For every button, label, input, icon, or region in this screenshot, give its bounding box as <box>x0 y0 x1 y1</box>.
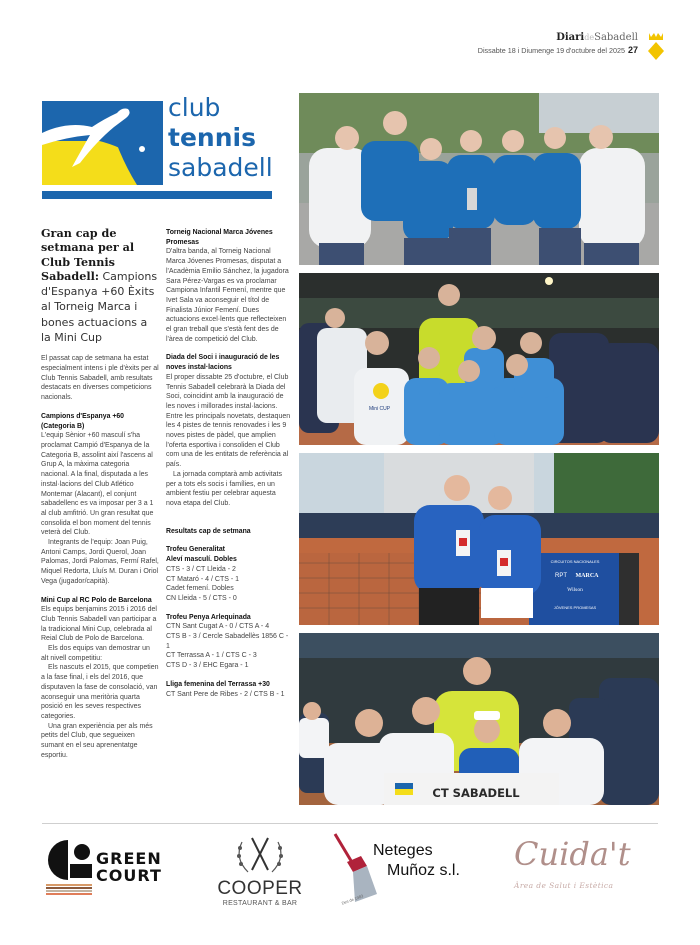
cooper-name: COOPER <box>217 878 303 899</box>
section-title: Mini Cup al RC Polo de Barcelona <box>41 596 152 604</box>
issue-date-line <box>478 45 638 55</box>
neteges-since: Des de 1983 <box>340 893 364 906</box>
result-line: CTN Sant Cugat A - 0 / CTS A - 4 <box>166 623 270 631</box>
banner-text: CIRCUITOS NACIONALES <box>550 559 600 564</box>
section-paragraph: Els nascuts el 2015, que competien a la fase final, i els del 2016, que disputaven la fase de consolació, van aconseguir una meritòria quarta posició en les seves respectives categories. <box>41 664 159 720</box>
city-crest-icon <box>646 31 666 61</box>
banner-text: Wilson <box>567 587 583 593</box>
tennis-player-logo-icon <box>42 101 163 185</box>
brand-rest: Sabadell <box>594 32 638 43</box>
sponsor-neteges-munoz <box>333 832 493 917</box>
section-paragraph: Integrants de l'equip: Joan Puig, Antoni Camps, Jordi Querol, Joan Palomas, Jordi Palomas, Fermí Rafel, Miquel Redorta, Lluís M. Duran i Oriol Vega (jugador/capità). <box>41 539 159 585</box>
section-paragraph: D'altra banda, al Torneig Nacional Marca Jóvenes Promesas, disputat a l'Acadèmia Emilio Sánchez, la jugadora Sara Pérez-Vargas es va proclamar Campiona Infantil Femení, mentre que Ivet Sala va aconseguir el títol de Finalista Júnior Femení. Dues actuacions excel·lents que reflecteixen el gran treball que s'està fent des de l'àrea de competició del Club. <box>166 248 289 343</box>
club-name-line1: club <box>168 93 221 122</box>
cuida-name: Cuida't <box>514 835 631 873</box>
brand-bold: Diari <box>556 32 585 43</box>
results-title: Resultats cap de setmana <box>166 527 251 535</box>
newspaper-brand <box>478 32 638 43</box>
footer-divider <box>42 823 658 824</box>
headline-light: Campions d'Espanya +60 Èxits al Torneig Marca i bones actuacions a la Mini Cup <box>41 269 158 345</box>
fork-knife-laurel-icon <box>210 830 310 880</box>
cooper-tagline: RESTAURANT & BAR <box>222 900 298 907</box>
sponsor-cooper <box>210 830 310 915</box>
banner-text: JÓVENES PROMESAS <box>553 605 597 610</box>
result-line: CT Mataró - 4 / CTS - 1 <box>166 575 239 583</box>
mini-cup-shirt-text: Mini CUP <box>369 406 391 412</box>
section-paragraph: La jornada comptarà amb activitats per a tots els socis i famílies, en un ambient festiu per celebrar aquesta nova etapa del Club. <box>166 470 282 507</box>
sponsor-cuida-t <box>510 835 660 905</box>
section-title: Campions d'Espanya +60 (Categoria B) <box>41 412 125 430</box>
results-group-subtitle: Aleví masculí. Dobles <box>166 556 237 564</box>
photo-jovenes-promesas <box>299 453 659 625</box>
result-line: CN Lleida - 5 / CTS - 0 <box>166 594 237 602</box>
green-court-line1: GREEN <box>96 849 162 868</box>
page-number: 27 <box>627 45 638 55</box>
result-line: Cadet femení. Dobles <box>166 585 234 593</box>
photo-mini-cup <box>299 273 659 445</box>
article-column-2 <box>166 228 292 699</box>
results-group-title: Lliga femenina del Terrassa +30 <box>166 680 270 688</box>
section-paragraph: El proper dissabte 25 d'octubre, el Club Tennis Sabadell celebrarà la Diada del Soci, coincidint amb la inauguració de les noves i millorades instal·lacions. Entre les principals novetats, destaquen les 4 pistes de tennis renovades i les 9 noves pistes de pàdel, que amplien l'oferta esportiva i consoliden el Club com una de les entitats de referència al país. <box>166 373 291 469</box>
result-line: CT Terrassa A - 1 / CTS C - 3 <box>166 652 257 660</box>
banner-text: MARCA <box>575 573 599 579</box>
club-name-line2: tennis <box>168 123 256 152</box>
photo-veterans-team <box>299 93 659 265</box>
brand-de: de <box>584 33 595 42</box>
headline-bold: Gran cap de setmana per al Club Tennis Sabadell: <box>41 226 135 283</box>
green-court-line2: COURT <box>96 866 162 885</box>
section-paragraph: Els dos equips van demostrar un alt nivell competitiu: <box>41 645 150 662</box>
logo-underline <box>42 191 272 199</box>
ct-sabadell-sign: CT SABADELL <box>432 786 520 800</box>
result-line: CT Sant Pere de Ribes - 2 / CTS B - 1 <box>166 690 285 698</box>
sponsor-green-court <box>46 838 162 898</box>
club-tennis-sabadell-logo <box>42 93 273 211</box>
results-group-title: Trofeu Generalitat <box>166 546 225 554</box>
section-title: Diada del Soci i inauguració de les noves instal·lacions <box>166 354 280 372</box>
result-line: CTS - 3 / CT Lleida - 2 <box>166 565 236 573</box>
masthead <box>478 32 638 55</box>
article-intro: El passat cap de setmana ha estat especialment intens i ple d'èxits per al Club Tennis Sabadell, amb resultats destacats en diverses competicions nacionals. <box>41 355 159 402</box>
section-paragraph: Els equips benjamins 2015 i 2016 del Club Tennis Sabadell van participar a la tradicional Mini Cup, celebrada al Reial Club de Polo de Barcelona. <box>41 606 157 643</box>
result-line: CTS D - 3 / EHC Egara - 1 <box>166 662 249 670</box>
cuida-tagline: Àrea de Salut i Estètica <box>514 881 614 890</box>
club-name-line3: sabadell <box>168 153 273 182</box>
section-paragraph: L'equip Sènior +60 masculí s'ha proclamat Campió d'Espanya de la Categoria B, assolint així l'ascens al Grup A, la màxima categoria nacional. A la final, disputada a les instal·lacions del Club Atlético Montemar (Alacant), el conjunt sabadellenc es va imposar per 3 a 1 al club amfitrió. Un gran resultat que consolida el bon moment del tennis veterà del Club. <box>41 432 154 537</box>
section-paragraph: Una gran experiència per als més petits del Club, que segueixen sumant en el seu aprenentatge esportiu. <box>41 722 153 759</box>
article-column-1 <box>41 226 159 761</box>
neteges-line2: Muñoz s.l. <box>387 862 460 879</box>
banner-text: RPT <box>555 573 567 579</box>
results-group-title: Trofeu Penya Arlequinada <box>166 613 251 621</box>
club-name <box>168 93 273 183</box>
section-title: Torneig Nacional Marca Jóvenes Promesas <box>166 229 273 246</box>
result-line: CTS B - 3 / Cercle Sabadellès 1856 C - 1 <box>166 633 289 650</box>
article-headline <box>41 226 159 345</box>
photo-ct-sabadell-kids <box>299 633 659 805</box>
green-court-logo-icon <box>46 838 96 898</box>
issue-date: Dissabte 18 i Diumenge 19 d'octubre del 2025 <box>477 46 625 55</box>
neteges-line1: Neteges <box>373 842 433 859</box>
